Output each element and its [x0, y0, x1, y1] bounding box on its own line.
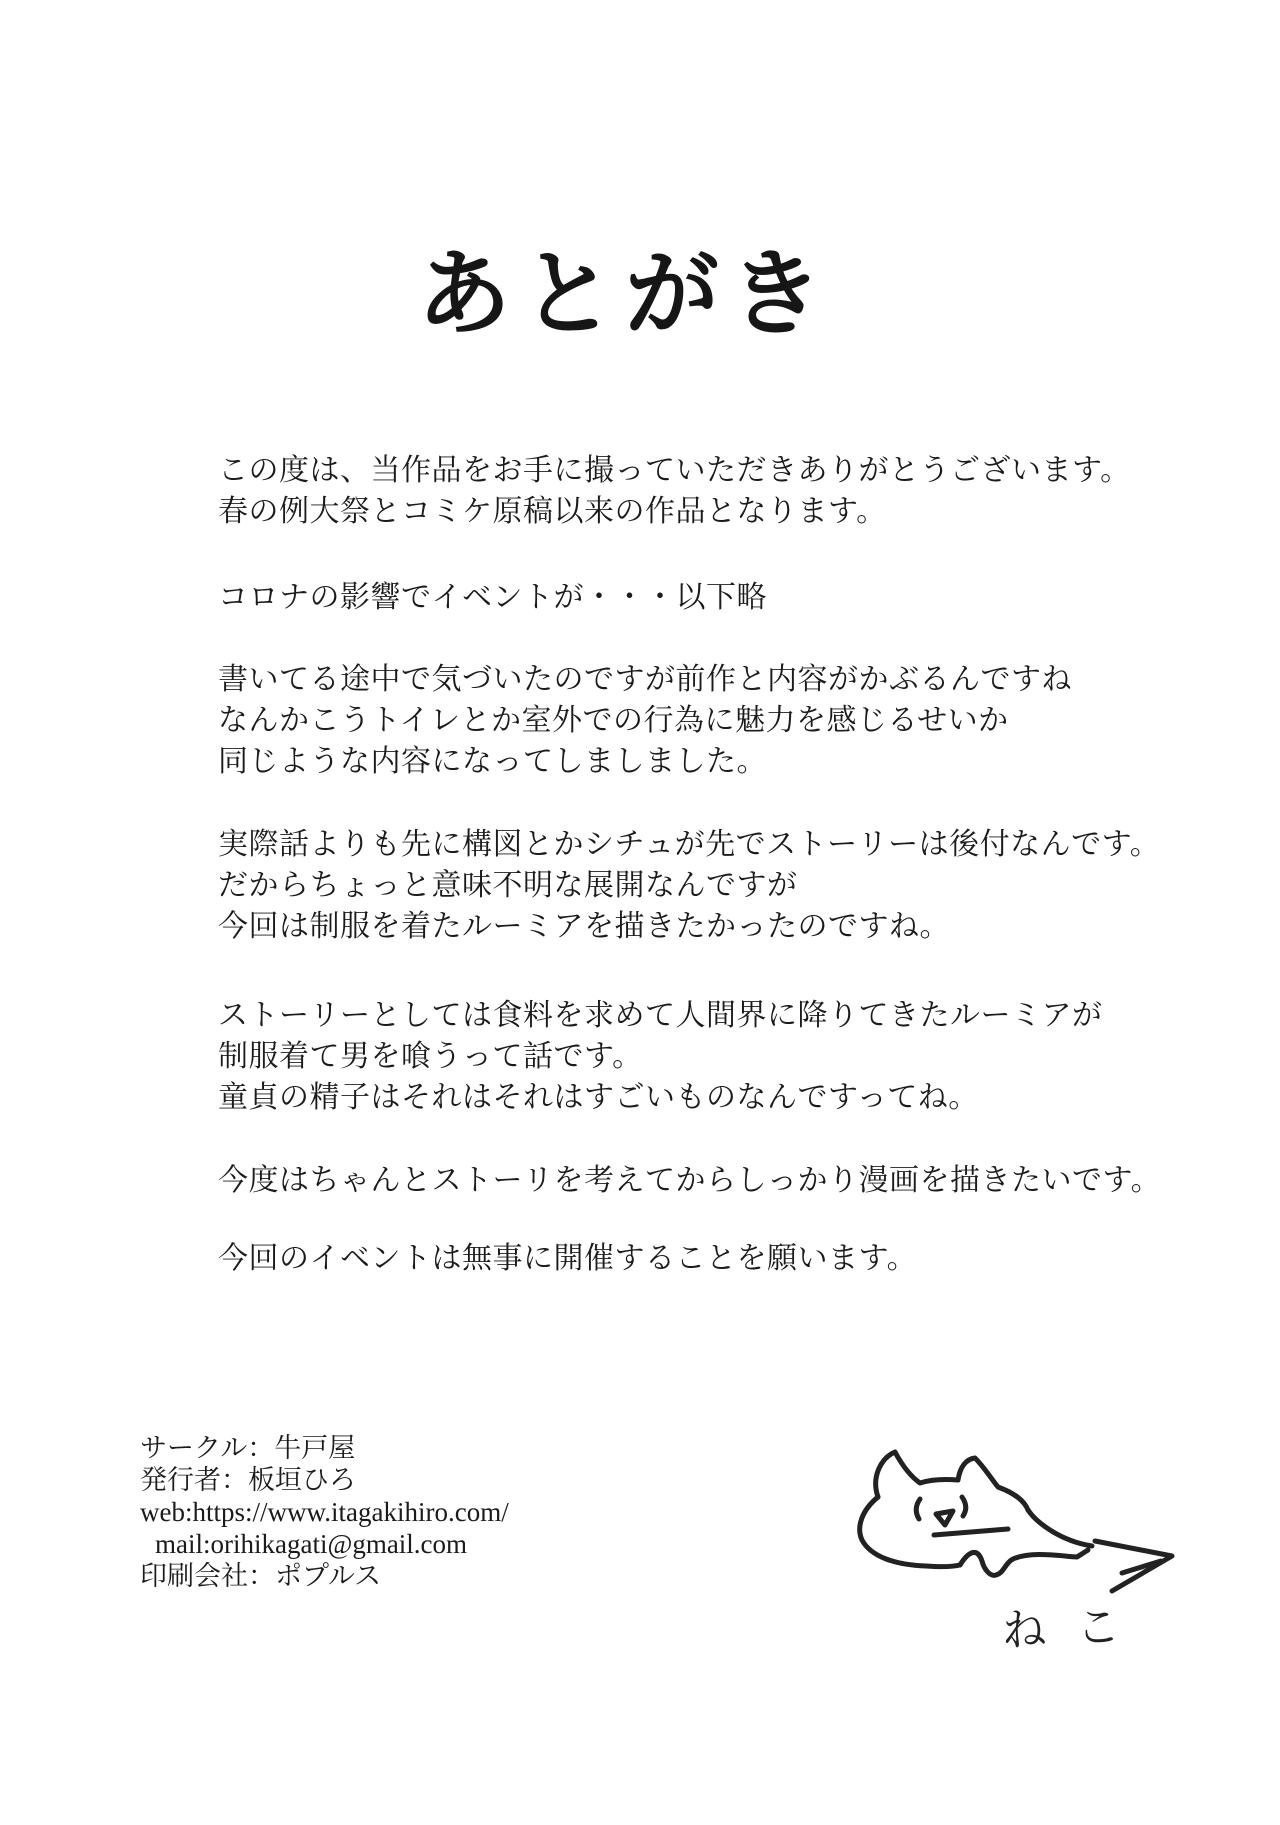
paragraph-event-wish	[218, 1238, 917, 1279]
cat-right-eye	[962, 1497, 966, 1516]
text-line: なんかこうトイレとか室外での行為に魅力を感じるせいか	[218, 704, 1009, 737]
credit-web: web:https://www.itagakihiro.com/	[140, 1497, 509, 1527]
credit-publisher: 発行者：板垣ひろ	[140, 1465, 356, 1495]
page-title: あとがき	[416, 243, 833, 347]
paragraph-corona	[218, 577, 767, 618]
credit-circle: サークル：牛戸屋	[140, 1433, 356, 1463]
text-line: だからちょっと意味不明な展開なんですが	[218, 869, 798, 902]
text-line: 実際話よりも先に構図とかシチュが先でストーリーは後付なんです。	[218, 828, 1161, 861]
text-line: 今回のイベントは無事に開催することを願います。	[218, 1242, 918, 1275]
paragraph-story-summary	[218, 995, 1103, 1118]
cat-doodle-drawing	[720, 1415, 1185, 1615]
credit-mail: mail:orihikagati@gmail.com	[155, 1529, 468, 1559]
paragraph-story-afterthought	[218, 824, 1160, 947]
credits-block	[140, 1432, 509, 1592]
cat-tail-path	[1095, 1541, 1172, 1591]
text-line: 春の例大祭とコミケ原稿以来の作品となります。	[218, 495, 887, 528]
text-line: 童貞の精子はそれはそれはすごいものなんですってね。	[218, 1081, 979, 1114]
text-line: 書いてる途中で気づいたのですが前作と内容がかぶるんですね	[218, 663, 1072, 696]
paragraph-next-time	[218, 1160, 1161, 1201]
text-line: 今度はちゃんとストーリを考えてからしっかり漫画を描きたいです。	[218, 1164, 1162, 1197]
text-line: 制服着て男を喰うって話です。	[218, 1040, 643, 1073]
cat-back-path	[1028, 1510, 1092, 1546]
cat-nose	[936, 1511, 953, 1525]
cat-left-eye	[916, 1499, 920, 1519]
doodle-caption: ねこ	[1001, 1600, 1152, 1657]
paragraph-thanks	[218, 450, 1131, 532]
credit-printer: 印刷会社：ポプルス	[140, 1561, 382, 1591]
text-line: この度は、当作品をお手に撮っていただきありがとうございます。	[218, 454, 1131, 487]
cat-mouth	[934, 1529, 1008, 1535]
paragraph-overlap	[218, 659, 1072, 782]
text-line: 今回は制服を着たルーミアを描きたかったのですね。	[218, 910, 950, 943]
text-line: 同じような内容になってしましました。	[218, 745, 767, 778]
text-line: コロナの影響でイベントが・・・以下略	[218, 581, 767, 614]
text-line: ストーリーとしては食料を求めて人間界に降りてきたルーミアが	[218, 999, 1103, 1032]
cat-head-path	[876, 1452, 1028, 1510]
cat-belly-path	[960, 1550, 1088, 1575]
